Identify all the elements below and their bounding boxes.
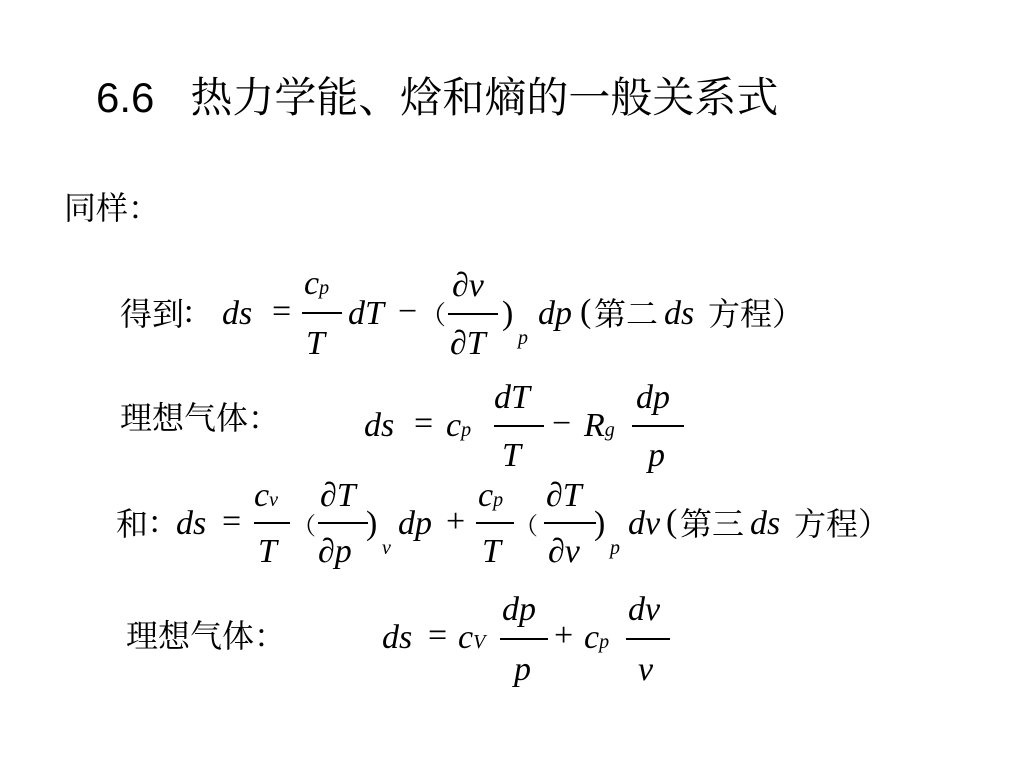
eq4-ds: ds xyxy=(382,619,413,656)
slide-title xyxy=(96,66,778,130)
eq3-num1: cv xyxy=(254,477,278,514)
eq3-sub-p: p xyxy=(610,537,620,559)
eq1-note-pre: 第二 xyxy=(594,295,659,333)
eq3-num3: cp xyxy=(478,477,504,514)
section-number: 6.6 xyxy=(96,74,155,121)
eq1-note-ds: ds xyxy=(664,295,695,332)
eq3-sub-v: v xyxy=(382,537,391,559)
eq3-note-pre: 第三 xyxy=(680,505,745,543)
ideal-gas-label-2: 理想气体： xyxy=(126,617,287,655)
eq3-note-open: ( xyxy=(666,503,678,540)
eq3-num4: ∂T xyxy=(546,477,582,514)
eq3-note-ds: ds xyxy=(750,505,781,542)
eq4-plus: + xyxy=(554,617,574,654)
eq1-note-open: ( xyxy=(580,293,592,330)
eq1-ds: ds xyxy=(222,295,253,332)
eq3-rparen1: ) xyxy=(366,505,378,542)
eq4-frac1-line xyxy=(500,638,548,640)
eq2-minus: − xyxy=(552,405,572,442)
eq4-den1: p xyxy=(514,651,531,688)
eq2-num2: dp xyxy=(636,379,670,416)
eq1-label: 得到 xyxy=(120,295,185,333)
eq2-den1: T xyxy=(502,437,521,474)
eq4-num1: dp xyxy=(502,591,536,628)
eq3-ds: ds xyxy=(176,505,207,542)
eq3-note-post: 方程） xyxy=(794,505,891,543)
eq1-den2: ∂T xyxy=(450,325,486,362)
eq3-rparen2: ) xyxy=(594,505,606,542)
eq2-num1: dT xyxy=(494,379,530,416)
eq1-dp: dp xyxy=(538,295,572,332)
eq1-rparen: ) xyxy=(502,295,514,332)
eq3-lparen1: （ xyxy=(292,512,316,540)
eq1-dT: dT xyxy=(348,295,384,332)
eq2-c: cp xyxy=(446,407,472,444)
eq4-frac2-line xyxy=(626,638,670,640)
eq2-frac2-line xyxy=(632,425,684,427)
eq4-c2: cp xyxy=(584,619,610,656)
title-text: 热力学能、焓和熵的一般关系式 xyxy=(190,74,779,121)
eq1-den1: T xyxy=(306,325,325,362)
eq3-frac3-line xyxy=(476,522,514,524)
eq3-lparen2: （ xyxy=(514,512,538,540)
eq3-frac2-line xyxy=(318,522,368,524)
eq2-den2: p xyxy=(648,437,665,474)
intro-text: 同样： xyxy=(64,189,161,227)
eq1-equals: = xyxy=(272,293,292,330)
eq1-sub-p: p xyxy=(518,327,528,349)
ideal-gas-label-1: 理想气体： xyxy=(120,399,281,437)
eq3-plus: + xyxy=(446,503,466,540)
eq1-minus: − xyxy=(398,293,418,330)
eq3-colon: : xyxy=(150,503,160,540)
eq4-den2: v xyxy=(638,651,654,688)
eq3-frac1-line xyxy=(254,522,290,524)
eq3-den4: ∂v xyxy=(548,533,580,570)
eq1-lparen: （ xyxy=(420,301,447,331)
eq1-frac1-line xyxy=(302,312,342,314)
eq3-dv: dv xyxy=(628,505,661,542)
eq2-frac1-line xyxy=(494,425,544,427)
eq1-num2: ∂v xyxy=(452,267,484,304)
eq3-den1: T xyxy=(258,533,277,570)
eq2-R: Rg xyxy=(584,407,615,444)
eq2-ds: ds xyxy=(364,407,395,444)
eq4-num2: dv xyxy=(628,591,661,628)
eq1-num1: cp xyxy=(304,265,330,302)
eq3-den3: T xyxy=(482,533,501,570)
eq3-dp: dp xyxy=(398,505,432,542)
eq3-den2: ∂p xyxy=(318,533,352,570)
eq3-equals: = xyxy=(222,503,242,540)
eq4-c: cV xyxy=(458,619,486,656)
eq4-equals: = xyxy=(428,617,448,654)
eq1-frac2-line xyxy=(448,313,498,315)
eq3-num2: ∂T xyxy=(320,477,356,514)
eq2-equals: = xyxy=(414,405,434,442)
eq1-note-post: 方程） xyxy=(708,295,805,333)
eq3-frac4-line xyxy=(544,522,596,524)
eq1-colon: : xyxy=(184,293,194,330)
eq3-label: 和 xyxy=(116,505,149,543)
